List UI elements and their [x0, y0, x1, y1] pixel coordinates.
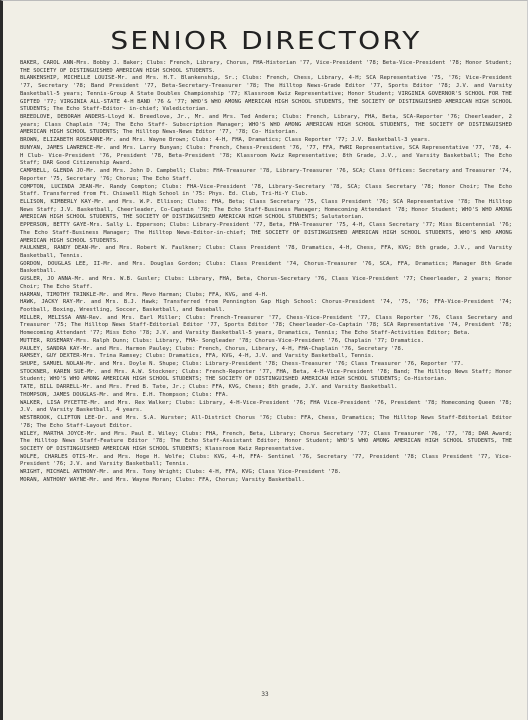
directory-entry: STOCKNER, KAREN SUE-Mr. and Mrs. A.W. Stockner; Clubs: French-Reporter '77, FHA, Beta, 4-H-Vice-President '78; Band; The Hilltop News Staff; Honor Student; WHO'S WHO AMONG AMERICAN HIGH SCHOOL STUDENTS; THE SOCIETY OF DISTINGUISHED AMERICAN HIGH SCHOOL STUDENTS; Co-Historian.	[20, 368, 512, 383]
directory-entry: COMPTON, LUCINDA JEAN-Mr. Randy Compton; Clubs: FHA-Vice-President '78, Library-Secretary '78, SCA; Class Secretary '78; Honor Choir; The Echo Staff. Transferred from Ft. Chiswell High School in '75: Phys. Ed. Club, Tri-Hi-Y Club.	[20, 183, 512, 198]
directory-entry: GORDON, DOUGLAS LEE, II-Mr. and Mrs. Douglas Gordon; Clubs: Class President '74, Chorus-Treasurer '76, SCA, FFA, Dramatics; Manager 8th Grade Basketball.	[20, 260, 512, 275]
directory-entry: WRIGHT, MICHAEL ANTHONY-Mr. and Mrs. Tony Wright; Clubs: 4-H, FFA, KVG; Class Vice-President '78.	[20, 469, 342, 476]
directory-entry: BLANKENSHIP, MICHELLE LOUISE-Mr. and Mrs. H.T. Blankenship, Sr.; Clubs: French, Chess, Library, 4-H; SCA Representative '75, '76; Vice-President '77, Secretary '78; Band President '77, Beta-Secretary-Treasurer '78; The Hilltop News-Grade Editor '77, Sports Editor '78; J.V. and Varsity Basketball-5 years; Tennis-Group A State Doubles Championship '77; Klassroom Kwiz Representative; Honor Student; VIRGINIA GOVERNOR'S SCHOOL FOR THE GIFTED '77; VIRGINIA ALL-STATE 4-H BAND '76 & '77; WHO'S WHO AMONG AMERICAN HIGH SCHOOL STUDENTS, THE SOCIETY OF DISTINGUISHED AMERICAN HIGH SCHOOL STUDENTS; The Echo Staff-Editor- in-chief; Valedictorian.	[20, 75, 512, 113]
directory-entry: HAWK, JACKY RAY-Mr. and Mrs. B.J. Hawk; Transferred from Pennington Gap High School: Chorus-President '74, '75, '76; FFA-Vice-President '74; Football, Boxing, Wrestling, Soccer, Basketball, and Baseball.	[20, 299, 512, 313]
page-number: 33	[261, 691, 269, 698]
directory-entry: THOMPSON, JAMES DOUGLAS-Mr. and Mrs. E.H. Thompson; Clubs: FFA.	[20, 391, 229, 398]
directory-entry: HARMAN, TIMOTHY TRINKLE-Mr. and Mrs. Mevo Harman; Clubs; FFA, KVG, and 4-H.	[20, 291, 269, 298]
directory-entry: RAMSEY, GUY DEXTER-Mrs. Trina Ramsey; Clubs: Dramatics, FFA, KVG, 4-H, J.V. and Varsity Basketball, Tennis.	[20, 353, 375, 360]
directory-entry: PAULEY, SANDRA KAY-Mr. and Mrs. Harmon Pauley; Clubs: French, Chorus, Library, 4-H, FHA-Chaplain '76, Secretary '78.	[20, 345, 405, 352]
directory-entry: TATE, BILL DARRELL-Mr. and Mrs. Fred B. Tate, Jr.; Clubs: FFA, KVG, Chess; 8th grade, J.V. and Varsity Basketball.	[20, 384, 398, 391]
directory-entry: FAULKNER, RANDY DEAN-Mr. and Mrs. Robert W. Faulkner; Clubs: Class President '78, Dramatics, 4-H, Chess, FFA, KVG; 8th grade, J.V., and Varsity Basketball, Tennis.	[20, 245, 512, 259]
page-title: SENIOR DIRECTORY	[110, 26, 422, 55]
directory-entry: MUTTER, ROSEMARY-Mrs. Ralph Dunn; Clubs: Library, FHA- Songleader '78; Chorus-Vice-President '76, Chaplain '77; Dramatics.	[20, 337, 424, 344]
directory-entry: ELLISON, KIMBERLY KAY-Mr. and Mrs. W.P. Ellison; Clubs: FHA, Beta; Class Secretary '75, Class President '76; SCA Representative '78; The Hilltop News Staff; J.V. Basketball, Cheerleader, Co-Captain '78; The Echo Staff-Business Manager; Homecoming Attendant '78; Honor Student; WHO'S WHO AMONG AMERICAN HIGH SCHOOL STUDENTS, THE SOCIETY OF DISTINGUISHED AMERICAN HIGH SCHOOL STUDENTS; Salutatorian.	[20, 198, 512, 221]
directory-entry: GUSLER, JO ANNA-Mr. and Mrs. W.B. Gusler; Clubs: Library, FHA, Beta, Chorus-Secretary '76, Class Vice-President '77; Cheerleader, 2 years; Honor Choir; The Echo Staff.	[20, 276, 512, 290]
directory-entry: CAMPBELL, GLENDA JO-Mr. and Mrs. John D. Campbell; Clubs: FHA-Treasurer '78, Library-Treasurer '76, SCA; Class Offices: Secretary and Treasurer '74, Reporter '75, Secretary '76; Chorus; The Echo Staff.	[20, 168, 512, 182]
directory-entry: WESTBROOK, CLIFTON LEE-Dr. and Mrs. S.A. Wurster; All-District Chorus '76; Clubs: FFA, Chess, Dramatics; The Hilltop News Staff-Editorial Editor '78; The Echo Staff-Layout Editor.	[20, 415, 512, 429]
directory-entry: WALKER, LISA PYCETTE-Mr. and Mrs. Rex Walker; Clubs: Library, 4-H-Vice-President '76; FHA Vice-President '76, President '78; Homecoming Queen '78; J.V. and Varsity Basketball, 4 years.	[20, 399, 512, 414]
directory-entry: MILLER, MELISSA ANN-Rev. and Mrs. Earl Miller; Clubs: French-Treasurer '77, Chess-Vice-President '77, Class Reporter '76, Class Secretary and Treasurer '75; The Hilltop News Staff-Editorial Editor '77, Sports Editor '78; Cheerleader-Co-Captain '78; SCA Representative '74, President '78; Homecoming Attendant '77; Miss Echo '78; J.V. and Varsity Basketball-5 years, Dramatics, Tennis; The Echo Staff-Activities Editor; Beta.	[20, 314, 512, 337]
directory-entry: BREEDLOVE, DEBORAH ANDERS-Lloyd W. Breedlove, Jr., Mr. and Mrs. Ted Anders; Clubs: French, Library, FHA, Beta, SCA-Reporter '76; Cheerleader, 2 years; Class Chaplain '74; The Echo Staff- Subscription Manager; WHO'S WHO AMONG AMERICAN HIGH SCHOOL STUDENTS, THE SOCIETY OF DISTINGUISHED AMERICAN HIGH SCHOOL STUDENTS; The Hilltop News-News Editor '77, '78; Co- Historian.	[20, 114, 512, 136]
senior-directory-list	[20, 60, 512, 485]
directory-entry: WOLFE, CHARLES OTIS-Mr. and Mrs. Hoge H. Wolfe; Clubs: KVG, 4-H, FFA- Sentinel '76, Secretary '77, President '78; Class President '77, Vice-President '76; J.V. and Varsity Basketball; Tennis.	[20, 453, 512, 468]
directory-entry: WILEY, MARTHA JOYCE-Mr. and Mrs. Paul E. Wiley; Clubs: FHA, French, Beta, Library; Chorus Secretary '77; Class Treasurer '76, '77, '78; DAR Award; The Hilltop News Staff-Feature Editor '78; The Echo Staff-Assistant Editor; Honor Student; WHO'S WHO AMONG AMERICAN HIGH SCHOOL STUDENTS, THE SOCIETY OF DISTINGUISHED AMERICAN HIGH SCHOOL STUDENTS; Klassroom Kwiz Representative.	[20, 430, 512, 452]
directory-entry: BROWN, ELIZABETH ROSEANNE-Mr. and Mrs. Wayne Brown; Clubs: 4-H, FHA, Dramatics; Class Reporter '77; J.V. Basketball-3 years.	[20, 137, 431, 144]
directory-entry: MORAN, ANTHONY WAYNE-Mr. and Mrs. Wayne Moran; Clubs: FFA, Chorus; Varsity Basketball.	[20, 476, 305, 483]
directory-entry: SHUPE, SAMUEL NOLAN-Mr. and Mrs. Doyle N. Shupe; Clubs: Library-President '78; Chess-Treasurer '76; Class Treasurer '76, Reporter '77.	[20, 361, 464, 368]
directory-entry: BAKER, CAROL ANN-Mrs. Bobby J. Baker; Clubs: French, Library, Chorus, FHA-Historian '77, Vice-President '78; Beta-Vice-President '78; Honor Student; THE SOCIETY OF DISTINGUISHED AMERICAN HIGH SCHOOL STUDENTS.	[20, 60, 512, 74]
directory-entry: EPPERSON, BETTY GAYE-Mrs. Sally L. Epperson; Clubs: Library-President '77, Beta, FHA-Treasurer '75, 4-H, Class Secretary '77; Miss Bicentennial '76; The Echo Staff-Business Manager; The Hilltop News-Editor-in-chief; THE SOCIETY OF DISTINGUISHED AMERICAN HIGH SCHOOL STUDENTS, WHO'S WHO AMONG AMERICAN HIGH SCHOOL STUDENTS.	[20, 222, 512, 244]
directory-entry: BUNYAN, JAMES LAWRENCE-Mr. and Mrs. Larry Bunyan; Clubs: French, Chess-President '76, '77, FFA, FWRI Representative, SCA Representative '77, '78, 4-H Club- Vice-President '76, President '78, Beta-President '78; Klassroom Kwiz Representative; 8th Grade, J.V., and Varsity Basketball; The Echo Staff; DAR Good Citizenship Award.	[20, 144, 512, 167]
